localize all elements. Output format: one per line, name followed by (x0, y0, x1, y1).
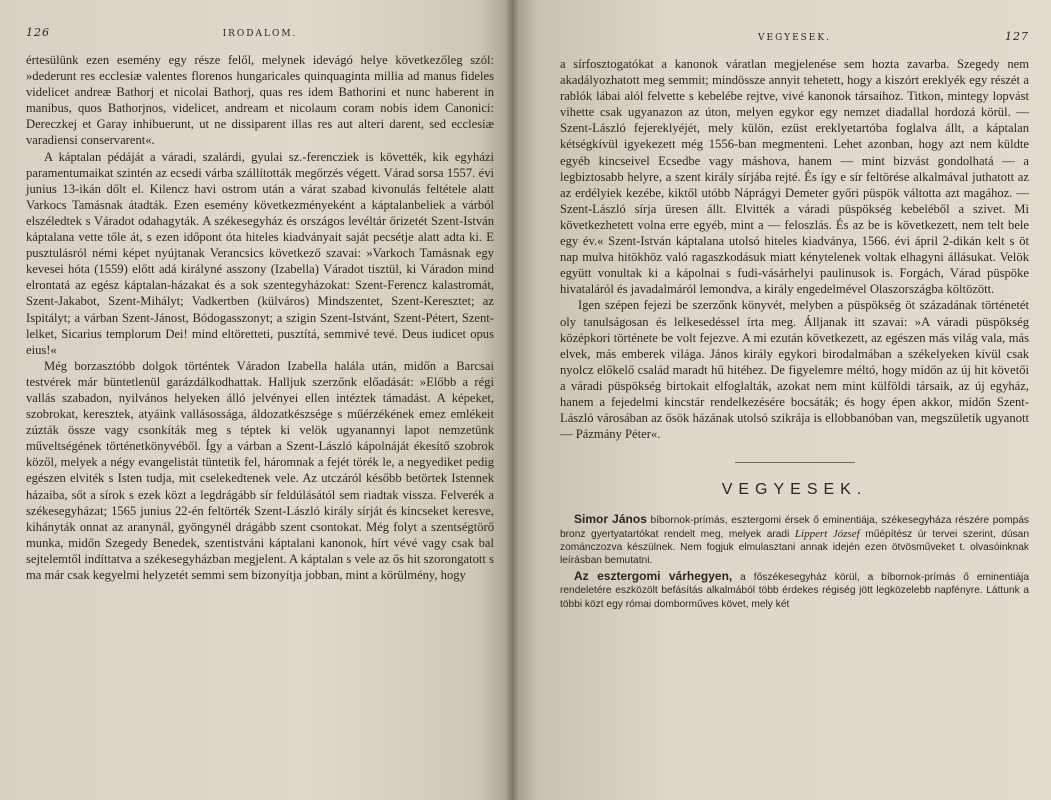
news-item-1-italic: Lippert József (794, 527, 860, 540)
section-title: VEGYESEK. (721, 481, 868, 499)
right-page (512, 0, 1051, 800)
left-page-number: 126 (26, 26, 50, 39)
left-paragraph-2: A káptalan pédáját a váradi, szalárdi, gyulai sz.-ferencziek is követték, kik egyházi paramentumaikat szintén az ecsedi várba szállították megőrzés végett. Várad sorsa 1557. évi junius 13-ikán dőlt el. Kilencz havi ostrom után a várat szabad kivonulás feltétele alatt Varkocs Tamásnak átadták. Ezen esemény következményeként a káptalanbeliek a várból elszéledtek s Váradot odahagyták. A székesegyház és országos levéltár őrizetét Szent-István káptalana vette tőle át, s ezen időpont óta hiteles kiadványait saját pecsétje alatt adta ki. E pusztulásról némi képet nyújtanak Verancsics következő szavai: »Varkoch Tamásnak egy kevesei hóta (1559) előtt adá királyné asszony (Izabella) Váradot tisztül, ki Váradon mind elrontatá az egész káptalan-házakat és a sok szentegyházokat: Szent-Ferencz kalastromát, Szent-Jakabot, Szent-Mihályt; Vadkertben (külváros) Mindszentet, Szent-Keresztet; az Ispitályt; a várban Szent-Jánost, Bódogasszonyt; a szigin Szent-Istvánt, Szent-Pétert, Szent-lelket, Sicarius templorum Dei! mind eltöretteti, pusztítá, semmivé tevé. Deus iudicet opus eius!« (26, 149, 494, 357)
news-item-2-lead: Az esztergomi várhegyen, (574, 568, 733, 583)
right-paragraph-2: Igen szépen fejezi be szerzőnk könyvét, melyben a püspökség öt századának történetét oly tanulságosan és lelkesedéssel írta meg. Álljanak itt szavai: »A váradi püspökség középkori története be volt fejezve. A mi ezután következett, az egészen más világ vala, más elvek, más emberek világa. János király egykori birodalmában a székelyeken kívül csak nyolcz előkelő család maradt hű hitéhez. De figyelemre méltó, hogy midőn az új hit követői a váradi püspökség birtokait elfoglalták, azokat nem mint külföldi társaik, az új egyház, hanem a fejedelmi kincstár rendelkezésére bocsáták; és hogy épen akkor, midőn Szent-László városában az ősök házának utolsó szikrája is ellobbanóban van, megszületik ugyanott — Pázmány Péter«. (560, 298, 1029, 442)
news-item-1-text: bíbornok-prímás, esztergomi érsek ő eminentiája, székesegyháza részére pompás bronz gyertyatartókat rendelt meg, melyek aradi (560, 515, 1029, 540)
right-body-text (560, 56, 1029, 442)
left-paragraph-1: értesülünk ezen esemény egy része felől, melynek idevágó helye következőleg szól: »dederunt res ecclesiæ valentes florenos hungaricales quinquaginta millia ad manus fideles videlicet andreæ Bathorj et nicolai Bathorj, quas res idem Bathorini et nunc haberent in manibus, quos Bathorjnos, videlicet, andream et nicolaum coram nobis idem Canonici: Dereczkej et Garay inhibuerunt, ut ne dissiparent illas res aut alteri darent, sed ecclesiæ varadiensi conservarent«. (26, 53, 494, 148)
news-item-1 (560, 513, 1029, 568)
left-paragraph-3: Még borzasztóbb dolgok történtek Váradon Izabella halála után, midőn a Barcsai testvérek már büntetlenül garázdálkodhattak. Halljuk szerzőnk előadását: »Előbb a régi vallás szabadon, nyilvános helyeken álló jelvényei ellen intéztek támadást. A képeket, szobrokat, keresztek, atyáink vallásossága, áldozatkészsége s műérzékének emez emlékeit zúzták össze vagy csonkíták meg s téptek ki velök ugyanannyi lapot nemzetünk műveltségének történetkönyvéből. Így a várban a Szent-László kápolnáját ékesítő szobrok közől, melyek a négy evangelistát tüntetik fel, háromnak a fejét törék le, a negyediket pedig egészen elviték s Isten tudja, mit cselekedtenek vele. Az utczáról később betörtek Istennek házaiba, sőt a sírok s ezek közt a legdrágább sír feldúlásától sem riadtak vissza. Felverék a székesegyházat; 1565 junius 22-én feltörték Szent-László király sírját és kincseket keresve, kihányták onnat az aranynál, gyöngynél drágább szent csontokat. Még folyt a szentségtörő munka, midőn Szegedy Benedek, szentistváni káptalani kanonok, hírt vévé vagy csak bal sejtelemtől indíttatva a székesegyházban megjelent. A káptalan s vele az ős hit szorongatott s ma már csak kegyelmi helyzetét semmi sem bizonyítja jobban, mint a körülmény, hogy (26, 358, 494, 582)
news-item-1-lead: Simor János (574, 512, 647, 527)
news-item-1-text-end: műépítész úr tervei szerint, dúsan zománczozva készülnek. Nem fogjuk elmulasztani annak idején ezen ötvösműveket t. olvasóinknak leírásban bemutatni. (560, 528, 1029, 567)
left-running-title: IRODALOM. (222, 29, 298, 39)
news-item-2 (560, 570, 1029, 611)
gutter-shadow (505, 0, 519, 800)
left-running-head (26, 26, 494, 52)
right-running-head (560, 30, 1029, 56)
right-page-number: 127 (1005, 30, 1029, 43)
news-items (560, 513, 1029, 611)
news-item-2-text: a főszékesegyház körül, a bíbornok-prímás ő eminentiája rendeletére eszközölt befásítás alkalmából több érdekes régiség jött legközelebb napfényre. Láttunk a többi közt egy római domborműves követ, mely két (560, 571, 1029, 610)
left-page (0, 0, 512, 800)
right-running-title: VEGYESEK. (758, 33, 831, 43)
left-body-text (26, 52, 494, 583)
right-paragraph-1: a sírfosztogatókat a kanonok váratlan megjelenése sem hozta zavarba. Szegedy nem akadályozhatott meg semmit; mindössze annyit tehetett, hogy a kiszórt ereklyék egy részét a rablók lábai alól felvette s kebelébe rejtve, vivé kanonok társaihoz. Titkon, mintegy lopvást vihette csak ugyanazon az úton, melyen egykor egy nemzet diadallal hordozá körül. — Szent-László fejereklyéjét, mely külön, ezüst ereklyetartóba foglalva állt, a káptalan kétségkívül igyekezett még 1556-ban megmenteni. Lehet azonban, hogy azt nem küldte egyéb kincseivel Ecsedbe vagy máshova, hanem — mint bizvást gondolhatá — a legbiztosabb helyre, a szent király sírjába rejté. És így e sír feltörése alkalmával juthatott az az erdélyiek kezébe, kiktől utóbb Náprágyi Demeter győri püspök váltotta azt magához. — Szent-László sírja üresen állt. Elvitték a váradi püspökség kebeléből a szivet. Mi következhetett volna erre egyéb, mint a — feloszlás. És az be is következett, nem telt bele egy év.« Szent-István káptalana utolsó hiteles kiadványa, 1566. évi ápril 2-dikán kelt s öt nap mulva hitökhöz való ragaszkodásuk miatt kénytelenek voltak elhagyni állásukat. Velök együtt vonultak ki a kápolnai s fudi-vásárhelyi paulinusok is. Forgách, Várad püspöke hivataláról és javadalmáról lemondva, a király engedelmével Olaszországba költözött. (560, 57, 1029, 297)
section-divider (735, 462, 855, 463)
